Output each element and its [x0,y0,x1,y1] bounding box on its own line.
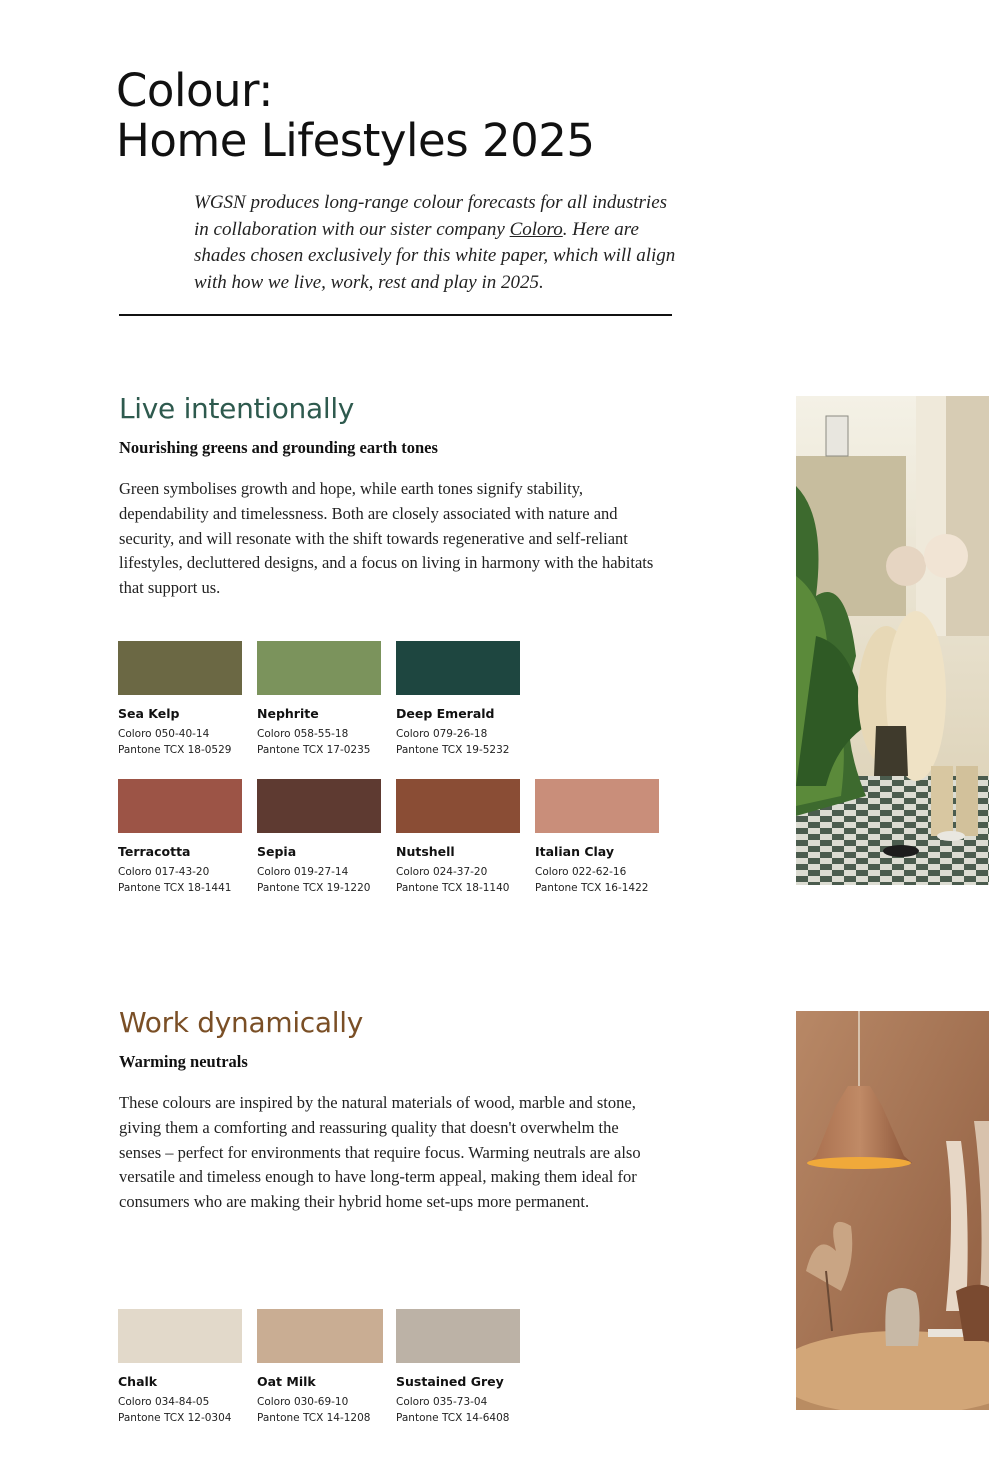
swatch-terracotta [118,779,242,896]
swatch-coloro: Coloro 022-62-16 [535,866,627,878]
swatch-coloro: Coloro 030-69-10 [257,1396,349,1408]
swatch-name: Terracotta [118,844,191,859]
swatch-name: Chalk [118,1374,158,1389]
swatch-name: Sea Kelp [118,706,180,721]
section-body-live-intentionally: Green symbolises growth and hope, while earth tones signify stability, dependability and timelessness. Both are closely associated with nature and security, and will resonate with the shift towards regenerative and self-reliant lifestyles, decluttered designs, and a focus on living in harmony with the habitats that support us. [119,479,654,598]
swatch-italian-clay [535,779,659,896]
photo-pendant-lamp-room [796,1011,989,1410]
swatch-chip [118,641,242,695]
photo-dancing-couple-illustration [796,396,989,885]
page-title [116,66,594,166]
swatch-pantone: Pantone TCX 18-0529 [118,744,232,756]
swatch-chip [257,779,381,833]
swatch-name: Oat Milk [257,1374,316,1389]
swatch-coloro: Coloro 017-43-20 [118,866,210,878]
photo-pendant-lamp-illustration [796,1011,989,1410]
coloro-link[interactable]: Coloro [509,218,563,240]
swatch-deep-emerald [396,641,520,758]
section-subheading-work-dynamically: Warming neutrals [119,1052,248,1071]
swatch-nephrite [257,641,381,758]
swatch-coloro: Coloro 019-27-14 [257,866,349,878]
swatch-pantone: Pantone TCX 16-1422 [535,882,649,894]
swatch-coloro: Coloro 034-84-05 [118,1396,210,1408]
swatch-name: Nutshell [396,844,455,859]
swatch-pantone: Pantone TCX 18-1441 [118,882,232,894]
swatch-chalk [118,1309,242,1426]
swatch-coloro: Coloro 050-40-14 [118,728,210,740]
swatch-coloro: Coloro 079-26-18 [396,728,488,740]
swatch-coloro: Coloro 058-55-18 [257,728,349,740]
swatch-pantone: Pantone TCX 17-0235 [257,744,371,756]
swatch-nutshell [396,779,520,896]
swatch-sepia [257,779,381,896]
swatch-sustained-grey [396,1309,520,1426]
page-title-line-1: Colour: [116,64,273,117]
swatch-chip [257,641,381,695]
swatch-name: Sepia [257,844,297,859]
swatch-chip [118,779,242,833]
swatch-coloro: Coloro 024-37-20 [396,866,488,878]
intro-paragraph [194,190,684,296]
swatch-pantone: Pantone TCX 14-6408 [396,1412,510,1424]
swatch-chip [535,779,659,833]
swatch-name: Italian Clay [535,844,614,859]
swatch-pantone: Pantone TCX 19-5232 [396,744,510,756]
swatch-pantone: Pantone TCX 19-1220 [257,882,371,894]
intro-text-end: . Here are shades chosen exclusively for this white paper, which will align with how we live, work, rest and play in 2025. [194,218,676,293]
section-subheading-live-intentionally: Nourishing greens and grounding earth tones [119,438,438,457]
section-heading-work-dynamically: Work dynamically [119,1006,363,1039]
swatch-chip [257,1309,383,1363]
section-body-work-dynamically: These colours are inspired by the natural materials of wood, marble and stone, giving them a comforting and reassuring quality that doesn't overwhelm the senses – perfect for environments that require focus. Warming neutrals are also versatile and timeless enough to have long-term appeal, making them ideal for consumers who are making their hybrid home set-ups more permanent. [119,1093,641,1212]
swatch-pantone: Pantone TCX 14-1208 [257,1412,371,1424]
intro-text-start: WGSN produces long-range colour forecasts for all industries in collaboration with our sister company [194,192,668,240]
swatch-chip [118,1309,242,1363]
swatch-coloro: Coloro 035-73-04 [396,1396,488,1408]
section-heading-live-intentionally: Live intentionally [119,392,355,425]
swatch-oat-milk [257,1309,383,1426]
swatch-name: Sustained Grey [396,1374,504,1389]
swatch-chip [396,779,520,833]
divider [119,314,672,316]
swatch-pantone: Pantone TCX 12-0304 [118,1412,232,1424]
swatch-sea-kelp [118,641,242,758]
page-title-line-2: Home Lifestyles 2025 [116,114,595,167]
swatch-name: Deep Emerald [396,706,495,721]
swatch-chip [396,641,520,695]
swatch-name: Nephrite [257,706,319,721]
photo-dancing-couple [796,396,989,885]
swatch-pantone: Pantone TCX 18-1140 [396,882,510,894]
swatch-chip [396,1309,520,1363]
